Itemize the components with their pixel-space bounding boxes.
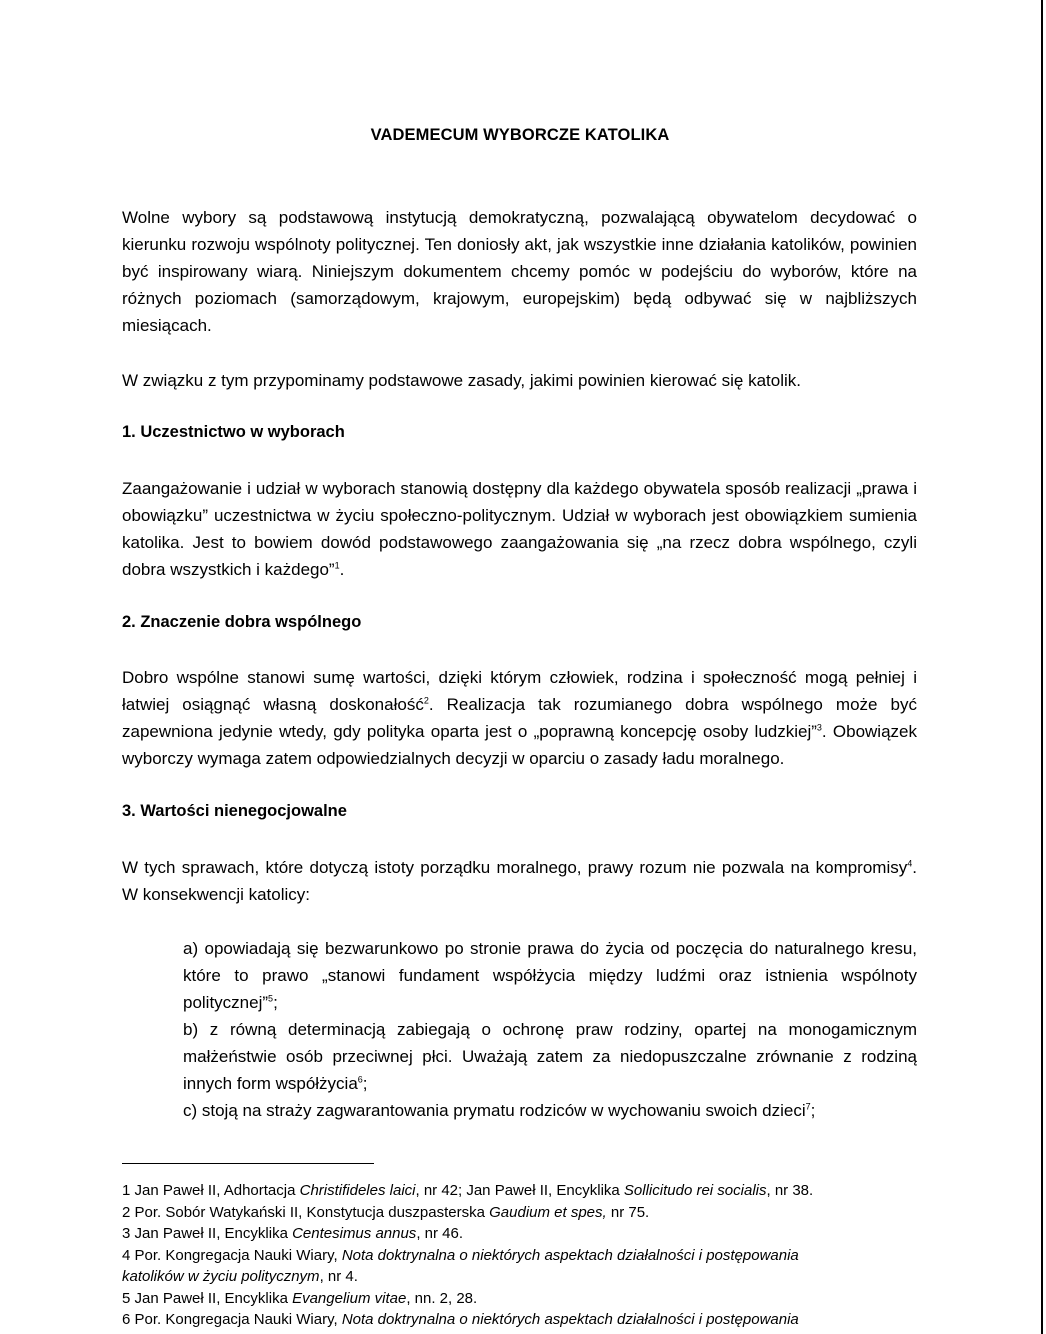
footnote-separator [122, 1163, 374, 1164]
footnote-ref-2[interactable]: 2 [423, 695, 429, 706]
intro-paragraph: Wolne wybory są podstawową instytucją demokratyczną, pozwalającą obywatelom decydować o kierunku rozwoju wspólnoty politycznej. Ten doniosły akt, jak wszystkie inne działania katolików, powinien być inspirowany wiarą. Niniejszym dokumentem chcemy pomóc w podejściu do wyborów, które na różnych poziomach (samorządowym, krajowym, europejskim) będą odbywać się w najbliższych miesiącach. [122, 208, 917, 335]
footnote-4: 4 Por. Kongregacja Nauki Wiary, Nota doktrynalna o niektórych aspektach działalności i postępowania [122, 1246, 799, 1264]
footnotes [122, 1180, 922, 1331]
footnote-3: 3 Jan Paweł II, Encyklika Centesimus annus, nr 46. [122, 1225, 464, 1242]
section-2-text: Dobro wspólne stanowi sumę wartości, dzięki którym człowiek, rodzina i społeczność mogą pełniej i łatwiej osiągnąć własną doskonałość$^2$. Realizacja tak rozumianego dobra wspólnego może być zapewniona jedynie wtedy, gdy polityka oparta jest o „poprawną koncepcję osoby ludzkiej”$^3$. Obowiązek wyborczy wymaga zatem odpowiedzialnych decyzji w oparciu o zasady ładu moralnego. [122, 668, 917, 768]
footnote-ref-6[interactable]: 6 [357, 1074, 363, 1085]
footnote-1: 1 Jan Paweł II, Adhortacja Christifideles laici, nr 42; Jan Paweł II, Encyklika Sollicitudo rei socialis, nr 38. [122, 1182, 814, 1199]
section-1-text: Zaangażowanie i udział w wyborach stanowią dostępny dla każdego obywatela sposób realizacji „prawa i obowiązku” uczestnictwa w życiu społeczno-politycznym. Udział w wyborach jest obowiązkiem sumienia katolika. Jest to bowiem dowód podstawowego zaangażowania się „na rzecz dobra wspólnego, czyli dobra wszystkich i każdego”$^1$. [122, 479, 917, 579]
footnote-ref-4[interactable]: 4 [907, 858, 913, 869]
list-item: b) z równą determinacją zabiegają o ochronę praw rodziny, opartej na monogamicznym małżeństwie osób przeciwnej płci. Uważają zatem za niedopuszczalne zrównanie z rodziną innych form współżycia$^6$; [183, 1020, 917, 1093]
section-3-heading: 3. Wartości nienegocjowalne [122, 802, 347, 820]
page-edge-border [1041, 0, 1043, 1334]
footnote-6: 6 Por. Kongregacja Nauki Wiary, Nota doktrynalna o niektórych aspektach działalności i postępowania [122, 1311, 799, 1328]
footnote-ref-5[interactable]: 5 [268, 993, 274, 1004]
section-2-heading: 2. Znaczenie dobra wspólnego [122, 613, 362, 631]
section-1-heading: 1. Uczestnictwo w wyborach [122, 423, 345, 441]
section-3-text: W tych sprawach, które dotyczą istoty porządku moralnego, prawy rozum nie pozwala na kompromisy$^4$. W konsekwencji katolicy: [122, 858, 917, 904]
intro-paragraph-2: W związku z tym przypominamy podstawowe zasady, jakimi powinien kierować się katolik. [122, 371, 801, 390]
footnote-2: 2 Por. Sobór Watykański II, Konstytucja duszpasterska Gaudium et spes, nr 75. [122, 1203, 650, 1221]
list-item: c) stoją na straży zagwarantowania prymatu rodziców w wychowaniu swoich dzieci$^7$; [183, 1101, 816, 1120]
footnote-ref-1[interactable]: 1 [334, 560, 340, 571]
footnote-ref-3[interactable]: 3 [816, 722, 822, 733]
footnote-5: 5 Jan Paweł II, Encyklika Evangelium vitae, nn. 2, 28. [122, 1289, 478, 1307]
document-title: VADEMECUM WYBORCZE KATOLIKA [370, 126, 670, 144]
footnote-ref-7[interactable]: 7 [805, 1101, 811, 1112]
footnote-4-continued: katolików w życiu politycznym, nr 4. [122, 1268, 358, 1285]
list-item: a) opowiadają się bezwarunkowo po stronie prawa do życia od poczęcia do naturalnego kresu, które to prawo „stanowi fundament współżycia między ludźmi oraz istnienia wspólnoty politycznej”$^5$; [183, 939, 917, 1012]
